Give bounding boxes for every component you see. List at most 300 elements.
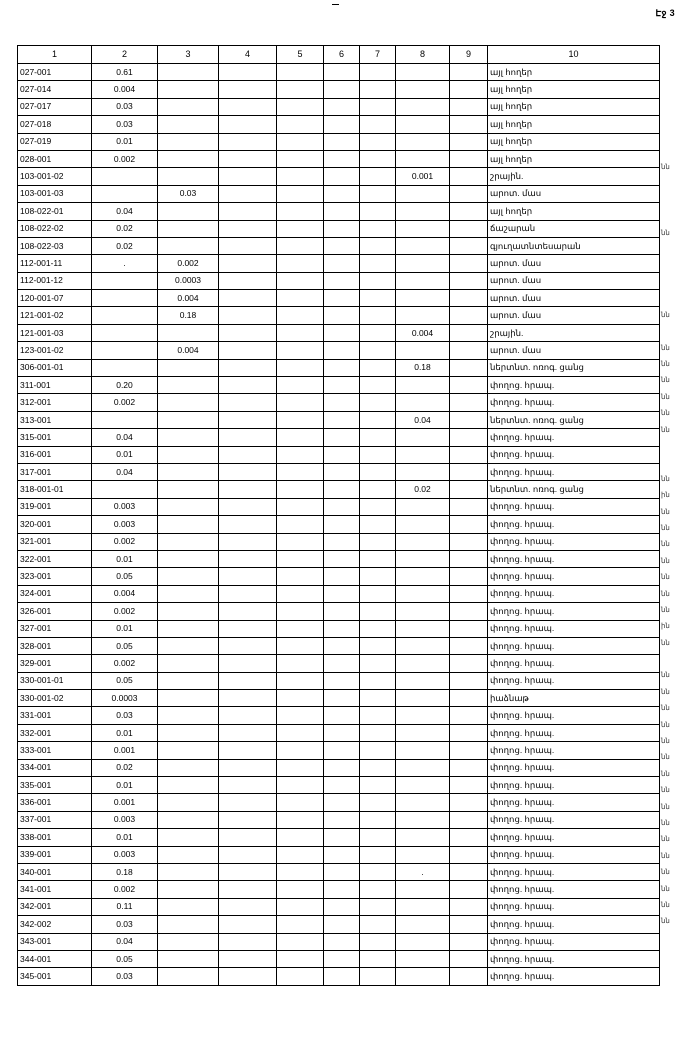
table-cell-col3 [158, 690, 219, 707]
table-cell-col1: 313-001 [18, 411, 92, 428]
top-tick-mark [332, 4, 339, 5]
table-cell-col8 [396, 116, 450, 133]
table-cell-col10: փողոց. հրապ. [488, 568, 660, 585]
table-cell-col1: 108-022-02 [18, 220, 92, 237]
table-cell-col9 [450, 777, 488, 794]
table-cell-col3 [158, 672, 219, 689]
table-cell-col6 [324, 637, 360, 654]
table-cell-col6 [324, 81, 360, 98]
table-cell-col8: . [396, 863, 450, 880]
table-cell-col5 [277, 846, 324, 863]
margin-note: նն [661, 574, 670, 582]
table-cell-col3 [158, 742, 219, 759]
table-cell-col7 [360, 620, 396, 637]
table-cell-col1: 320-001 [18, 516, 92, 533]
table-cell-col1: 112-001-11 [18, 255, 92, 272]
table-cell-col10: այլ հողեր [488, 150, 660, 167]
table-cell-col9 [450, 759, 488, 776]
table-row [18, 794, 660, 811]
margin-note: նն [661, 672, 670, 680]
margin-note: նն [661, 524, 670, 532]
table-cell-col5 [277, 133, 324, 150]
table-cell-col4 [219, 846, 277, 863]
table-cell-col9 [450, 185, 488, 202]
table-cell-col8 [396, 98, 450, 115]
table-cell-col4 [219, 707, 277, 724]
table-cell-col2: 0.004 [92, 585, 158, 602]
table-cell-col4 [219, 324, 277, 341]
table-cell-col3 [158, 481, 219, 498]
table-cell-col5 [277, 255, 324, 272]
margin-note [661, 439, 687, 455]
table-cell-col10: ներտնտ. ոռոգ. ցանց [488, 359, 660, 376]
table-cell-col3 [158, 133, 219, 150]
table-cell-col5 [277, 359, 324, 376]
table-cell-col6 [324, 290, 360, 307]
table-cell-col8 [396, 220, 450, 237]
page-number-label: Էջ 3 [655, 8, 675, 18]
table-cell-col2 [92, 272, 158, 289]
table-cell-col6 [324, 707, 360, 724]
table-cell-col1: 340-001 [18, 863, 92, 880]
table-row [18, 429, 660, 446]
table-cell-col3 [158, 724, 219, 741]
table-row [18, 968, 660, 985]
table-cell-col6 [324, 863, 360, 880]
table-cell-col4 [219, 394, 277, 411]
column-header-10: 10 [488, 46, 660, 64]
table-cell-col4 [219, 377, 277, 394]
column-header-1: 1 [18, 46, 92, 64]
table-cell-col10: փողոց. հրապ. [488, 829, 660, 846]
table-row [18, 672, 660, 689]
table-row [18, 846, 660, 863]
table-cell-col2: 0.004 [92, 81, 158, 98]
table-cell-col2: 0.002 [92, 655, 158, 672]
table-cell-col1: 121-001-03 [18, 324, 92, 341]
table-header-row [18, 46, 660, 64]
table-cell-col9 [450, 655, 488, 672]
table-cell-col3: 0.0003 [158, 272, 219, 289]
table-cell-col8 [396, 203, 450, 220]
table-cell-col7 [360, 255, 396, 272]
table-cell-col6 [324, 324, 360, 341]
table-cell-col8 [396, 342, 450, 359]
table-cell-col2: 0.0003 [92, 690, 158, 707]
table-cell-col9 [450, 707, 488, 724]
table-cell-col4 [219, 342, 277, 359]
table-cell-col8 [396, 794, 450, 811]
table-cell-col7 [360, 272, 396, 289]
table-cell-col3 [158, 777, 219, 794]
table-cell-col9 [450, 237, 488, 254]
table-cell-col3 [158, 516, 219, 533]
table-cell-col2: 0.04 [92, 933, 158, 950]
table-row [18, 220, 660, 237]
table-row [18, 168, 660, 185]
table-cell-col2: 0.05 [92, 950, 158, 967]
table-cell-col5 [277, 342, 324, 359]
table-row [18, 116, 660, 133]
table-cell-col2: 0.03 [92, 98, 158, 115]
table-cell-col6 [324, 220, 360, 237]
table-cell-col8 [396, 516, 450, 533]
margin-note: նն [661, 885, 670, 893]
table-cell-col1: 343-001 [18, 933, 92, 950]
table-cell-col7 [360, 516, 396, 533]
table-cell-col3: 0.004 [158, 342, 219, 359]
table-cell-col9 [450, 498, 488, 515]
margin-note: նն [661, 836, 670, 844]
table-cell-col3 [158, 446, 219, 463]
table-cell-col4 [219, 133, 277, 150]
table-cell-col3 [158, 950, 219, 967]
margin-note [661, 62, 687, 78]
table-cell-col8 [396, 898, 450, 915]
table-cell-col8 [396, 881, 450, 898]
table-row [18, 829, 660, 846]
table-cell-col7 [360, 307, 396, 324]
table-cell-col1: 337-001 [18, 811, 92, 828]
table-cell-col3 [158, 863, 219, 880]
table-cell-col1: 027-001 [18, 64, 92, 81]
table-cell-col7 [360, 81, 396, 98]
table-cell-col9 [450, 324, 488, 341]
table-cell-col5 [277, 881, 324, 898]
table-cell-col6 [324, 133, 360, 150]
margin-note [661, 324, 687, 340]
table-cell-col6 [324, 550, 360, 567]
table-cell-col9 [450, 64, 488, 81]
table-cell-col7 [360, 185, 396, 202]
table-cell-col9 [450, 637, 488, 654]
margin-note: նն [661, 557, 670, 565]
table-cell-col5 [277, 220, 324, 237]
table-cell-col1: 027-017 [18, 98, 92, 115]
table-cell-col4 [219, 429, 277, 446]
table-cell-col1: 328-001 [18, 637, 92, 654]
table-cell-col5 [277, 707, 324, 724]
table-cell-col4 [219, 690, 277, 707]
table-cell-col4 [219, 898, 277, 915]
table-cell-col9 [450, 950, 488, 967]
table-cell-col4 [219, 516, 277, 533]
table-cell-col10: փողոց. հրապ. [488, 498, 660, 515]
table-cell-col10: շրային. [488, 324, 660, 341]
table-cell-col4 [219, 463, 277, 480]
table-cell-col7 [360, 342, 396, 359]
table-cell-col4 [219, 446, 277, 463]
table-cell-col2: 0.002 [92, 603, 158, 620]
table-cell-col5 [277, 811, 324, 828]
table-cell-col4 [219, 411, 277, 428]
table-cell-col6 [324, 185, 360, 202]
table-cell-col3 [158, 846, 219, 863]
table-cell-col10: փողոց. հրապ. [488, 533, 660, 550]
table-row [18, 916, 660, 933]
table-cell-col9 [450, 603, 488, 620]
table-cell-col10: փողոց. հրապ. [488, 777, 660, 794]
table-cell-col10: փողոց. հրապ. [488, 968, 660, 985]
table-cell-col2: 0.01 [92, 446, 158, 463]
table-cell-col4 [219, 933, 277, 950]
table-row [18, 307, 660, 324]
table-cell-col2: 0.01 [92, 829, 158, 846]
table-cell-col5 [277, 672, 324, 689]
table-cell-col10: այլ հողեր [488, 98, 660, 115]
table-cell-col5 [277, 429, 324, 446]
table-cell-col6 [324, 672, 360, 689]
table-cell-col3 [158, 637, 219, 654]
table-cell-col8 [396, 498, 450, 515]
table-cell-col9 [450, 220, 488, 237]
table-cell-col3 [158, 707, 219, 724]
table-cell-col7 [360, 846, 396, 863]
table-cell-col5 [277, 307, 324, 324]
table-cell-col8 [396, 185, 450, 202]
land-registry-table [17, 45, 660, 986]
table-cell-col3 [158, 603, 219, 620]
table-cell-col4 [219, 620, 277, 637]
table-cell-col3 [158, 203, 219, 220]
margin-note: նն [661, 590, 670, 598]
table-cell-col1: 322-001 [18, 550, 92, 567]
table-cell-col6 [324, 933, 360, 950]
table-cell-col9 [450, 411, 488, 428]
table-cell-col3 [158, 533, 219, 550]
table-cell-col1: 321-001 [18, 533, 92, 550]
table-cell-col10: արոտ. մաս [488, 255, 660, 272]
table-cell-col8 [396, 672, 450, 689]
table-row [18, 237, 660, 254]
table-cell-col7 [360, 603, 396, 620]
margin-note [661, 455, 687, 471]
table-cell-col8 [396, 255, 450, 272]
table-cell-col1: 123-001-02 [18, 342, 92, 359]
table-cell-col6 [324, 620, 360, 637]
table-cell-col1: 342-001 [18, 898, 92, 915]
table-cell-col5 [277, 585, 324, 602]
table-cell-col10: փողոց. հրապ. [488, 637, 660, 654]
margin-note [661, 95, 687, 111]
table-cell-col6 [324, 690, 360, 707]
table-cell-col4 [219, 655, 277, 672]
table-cell-col1: 112-001-12 [18, 272, 92, 289]
table-cell-col4 [219, 568, 277, 585]
table-cell-col7 [360, 655, 396, 672]
table-cell-col2: 0.03 [92, 916, 158, 933]
table-cell-col9 [450, 307, 488, 324]
table-cell-col5 [277, 933, 324, 950]
margin-note [661, 210, 687, 226]
table-cell-col1: 344-001 [18, 950, 92, 967]
table-cell-col6 [324, 203, 360, 220]
table-cell-col6 [324, 794, 360, 811]
table-row [18, 411, 660, 428]
table-cell-col2: 0.01 [92, 620, 158, 637]
margin-note [661, 275, 687, 291]
margin-note [661, 652, 687, 668]
table-cell-col5 [277, 690, 324, 707]
table-cell-col8 [396, 759, 450, 776]
table-cell-col7 [360, 811, 396, 828]
table-cell-col4 [219, 98, 277, 115]
table-row [18, 690, 660, 707]
table-cell-col9 [450, 672, 488, 689]
table-cell-col3 [158, 620, 219, 637]
table-cell-col1: 332-001 [18, 724, 92, 741]
table-cell-col7 [360, 220, 396, 237]
table-cell-col5 [277, 794, 324, 811]
table-cell-col9 [450, 550, 488, 567]
table-cell-col3 [158, 150, 219, 167]
table-cell-col6 [324, 829, 360, 846]
table-row [18, 498, 660, 515]
table-cell-col10: արոտ. մաս [488, 290, 660, 307]
table-cell-col5 [277, 898, 324, 915]
margin-note: նն [661, 754, 670, 762]
table-cell-col6 [324, 498, 360, 515]
table-cell-col10: իաձնաթ [488, 690, 660, 707]
table-row [18, 133, 660, 150]
table-cell-col4 [219, 116, 277, 133]
table-cell-col8 [396, 916, 450, 933]
table-cell-col6 [324, 811, 360, 828]
table-cell-col5 [277, 603, 324, 620]
table-cell-col7 [360, 672, 396, 689]
table-cell-col10: փողոց. հրապ. [488, 724, 660, 741]
table-cell-col5 [277, 481, 324, 498]
table-cell-col9 [450, 255, 488, 272]
table-cell-col3 [158, 759, 219, 776]
table-cell-col5 [277, 463, 324, 480]
table-cell-col8 [396, 603, 450, 620]
table-cell-col1: 318-001-01 [18, 481, 92, 498]
table-cell-col3 [158, 898, 219, 915]
margin-note [661, 242, 687, 258]
table-cell-col1: 326-001 [18, 603, 92, 620]
table-cell-col6 [324, 846, 360, 863]
table-cell-col9 [450, 133, 488, 150]
table-cell-col6 [324, 603, 360, 620]
table-cell-col4 [219, 672, 277, 689]
table-cell-col9 [450, 968, 488, 985]
table-cell-col4 [219, 481, 277, 498]
margin-note [661, 193, 687, 209]
table-cell-col10: փողոց. հրապ. [488, 603, 660, 620]
margin-note: նն [661, 705, 670, 713]
table-cell-col2 [92, 307, 158, 324]
table-cell-col7 [360, 550, 396, 567]
table-cell-col4 [219, 359, 277, 376]
table-cell-col6 [324, 342, 360, 359]
table-cell-col6 [324, 446, 360, 463]
table-cell-col7 [360, 637, 396, 654]
table-cell-col10: փողոց. հրապ. [488, 446, 660, 463]
margin-note [661, 259, 687, 275]
table-cell-col2 [92, 324, 158, 341]
table-cell-col8 [396, 463, 450, 480]
table-cell-col7 [360, 133, 396, 150]
margin-note: նն [661, 852, 670, 860]
table-cell-col3 [158, 168, 219, 185]
table-cell-col8 [396, 707, 450, 724]
table-cell-col3 [158, 968, 219, 985]
table-cell-col7 [360, 290, 396, 307]
table-row [18, 377, 660, 394]
column-header-7: 7 [360, 46, 396, 64]
table-cell-col7 [360, 237, 396, 254]
table-cell-col3 [158, 655, 219, 672]
table-cell-col7 [360, 98, 396, 115]
table-cell-col1: 120-001-07 [18, 290, 92, 307]
table-cell-col1: 339-001 [18, 846, 92, 863]
table-cell-col1: 330-001-01 [18, 672, 92, 689]
table-cell-col6 [324, 377, 360, 394]
table-cell-col9 [450, 150, 488, 167]
table-cell-col10: փողոց. հրապ. [488, 898, 660, 915]
table-cell-col8: 0.18 [396, 359, 450, 376]
margin-note: նն [661, 770, 670, 778]
table-cell-col4 [219, 950, 277, 967]
table-cell-col5 [277, 550, 324, 567]
table-cell-col3 [158, 98, 219, 115]
table-cell-col4 [219, 794, 277, 811]
margin-note: նն [661, 819, 670, 827]
table-cell-col9 [450, 516, 488, 533]
table-cell-col7 [360, 829, 396, 846]
table-cell-col4 [219, 237, 277, 254]
table-cell-col9 [450, 811, 488, 828]
table-cell-col5 [277, 950, 324, 967]
table-cell-col3 [158, 394, 219, 411]
table-cell-col6 [324, 394, 360, 411]
table-row [18, 533, 660, 550]
table-cell-col7 [360, 881, 396, 898]
table-row [18, 481, 660, 498]
table-cell-col5 [277, 742, 324, 759]
table-cell-col10: փողոց. հրապ. [488, 794, 660, 811]
table-cell-col6 [324, 950, 360, 967]
table-cell-col3 [158, 81, 219, 98]
table-cell-col3: 0.004 [158, 290, 219, 307]
table-cell-col10: արոտ. մաս [488, 272, 660, 289]
table-cell-col10: փողոց. հրապ. [488, 394, 660, 411]
table-cell-col4 [219, 307, 277, 324]
table-cell-col1: 333-001 [18, 742, 92, 759]
table-cell-col9 [450, 272, 488, 289]
table-cell-col5 [277, 916, 324, 933]
table-row [18, 290, 660, 307]
table-cell-col2: 0.003 [92, 846, 158, 863]
table-cell-col8 [396, 133, 450, 150]
table-cell-col5 [277, 81, 324, 98]
table-cell-col1: 324-001 [18, 585, 92, 602]
margin-note: նն [661, 721, 670, 729]
table-cell-col3 [158, 829, 219, 846]
table-row [18, 150, 660, 167]
table-cell-col2: 0.20 [92, 377, 158, 394]
table-cell-col2: 0.05 [92, 568, 158, 585]
table-cell-col2: 0.002 [92, 150, 158, 167]
table-cell-col7 [360, 481, 396, 498]
table-cell-col6 [324, 255, 360, 272]
table-row [18, 324, 660, 341]
table-cell-col5 [277, 290, 324, 307]
table-cell-col10: արոտ. մաս [488, 342, 660, 359]
table-cell-col8 [396, 446, 450, 463]
table-cell-col7 [360, 446, 396, 463]
